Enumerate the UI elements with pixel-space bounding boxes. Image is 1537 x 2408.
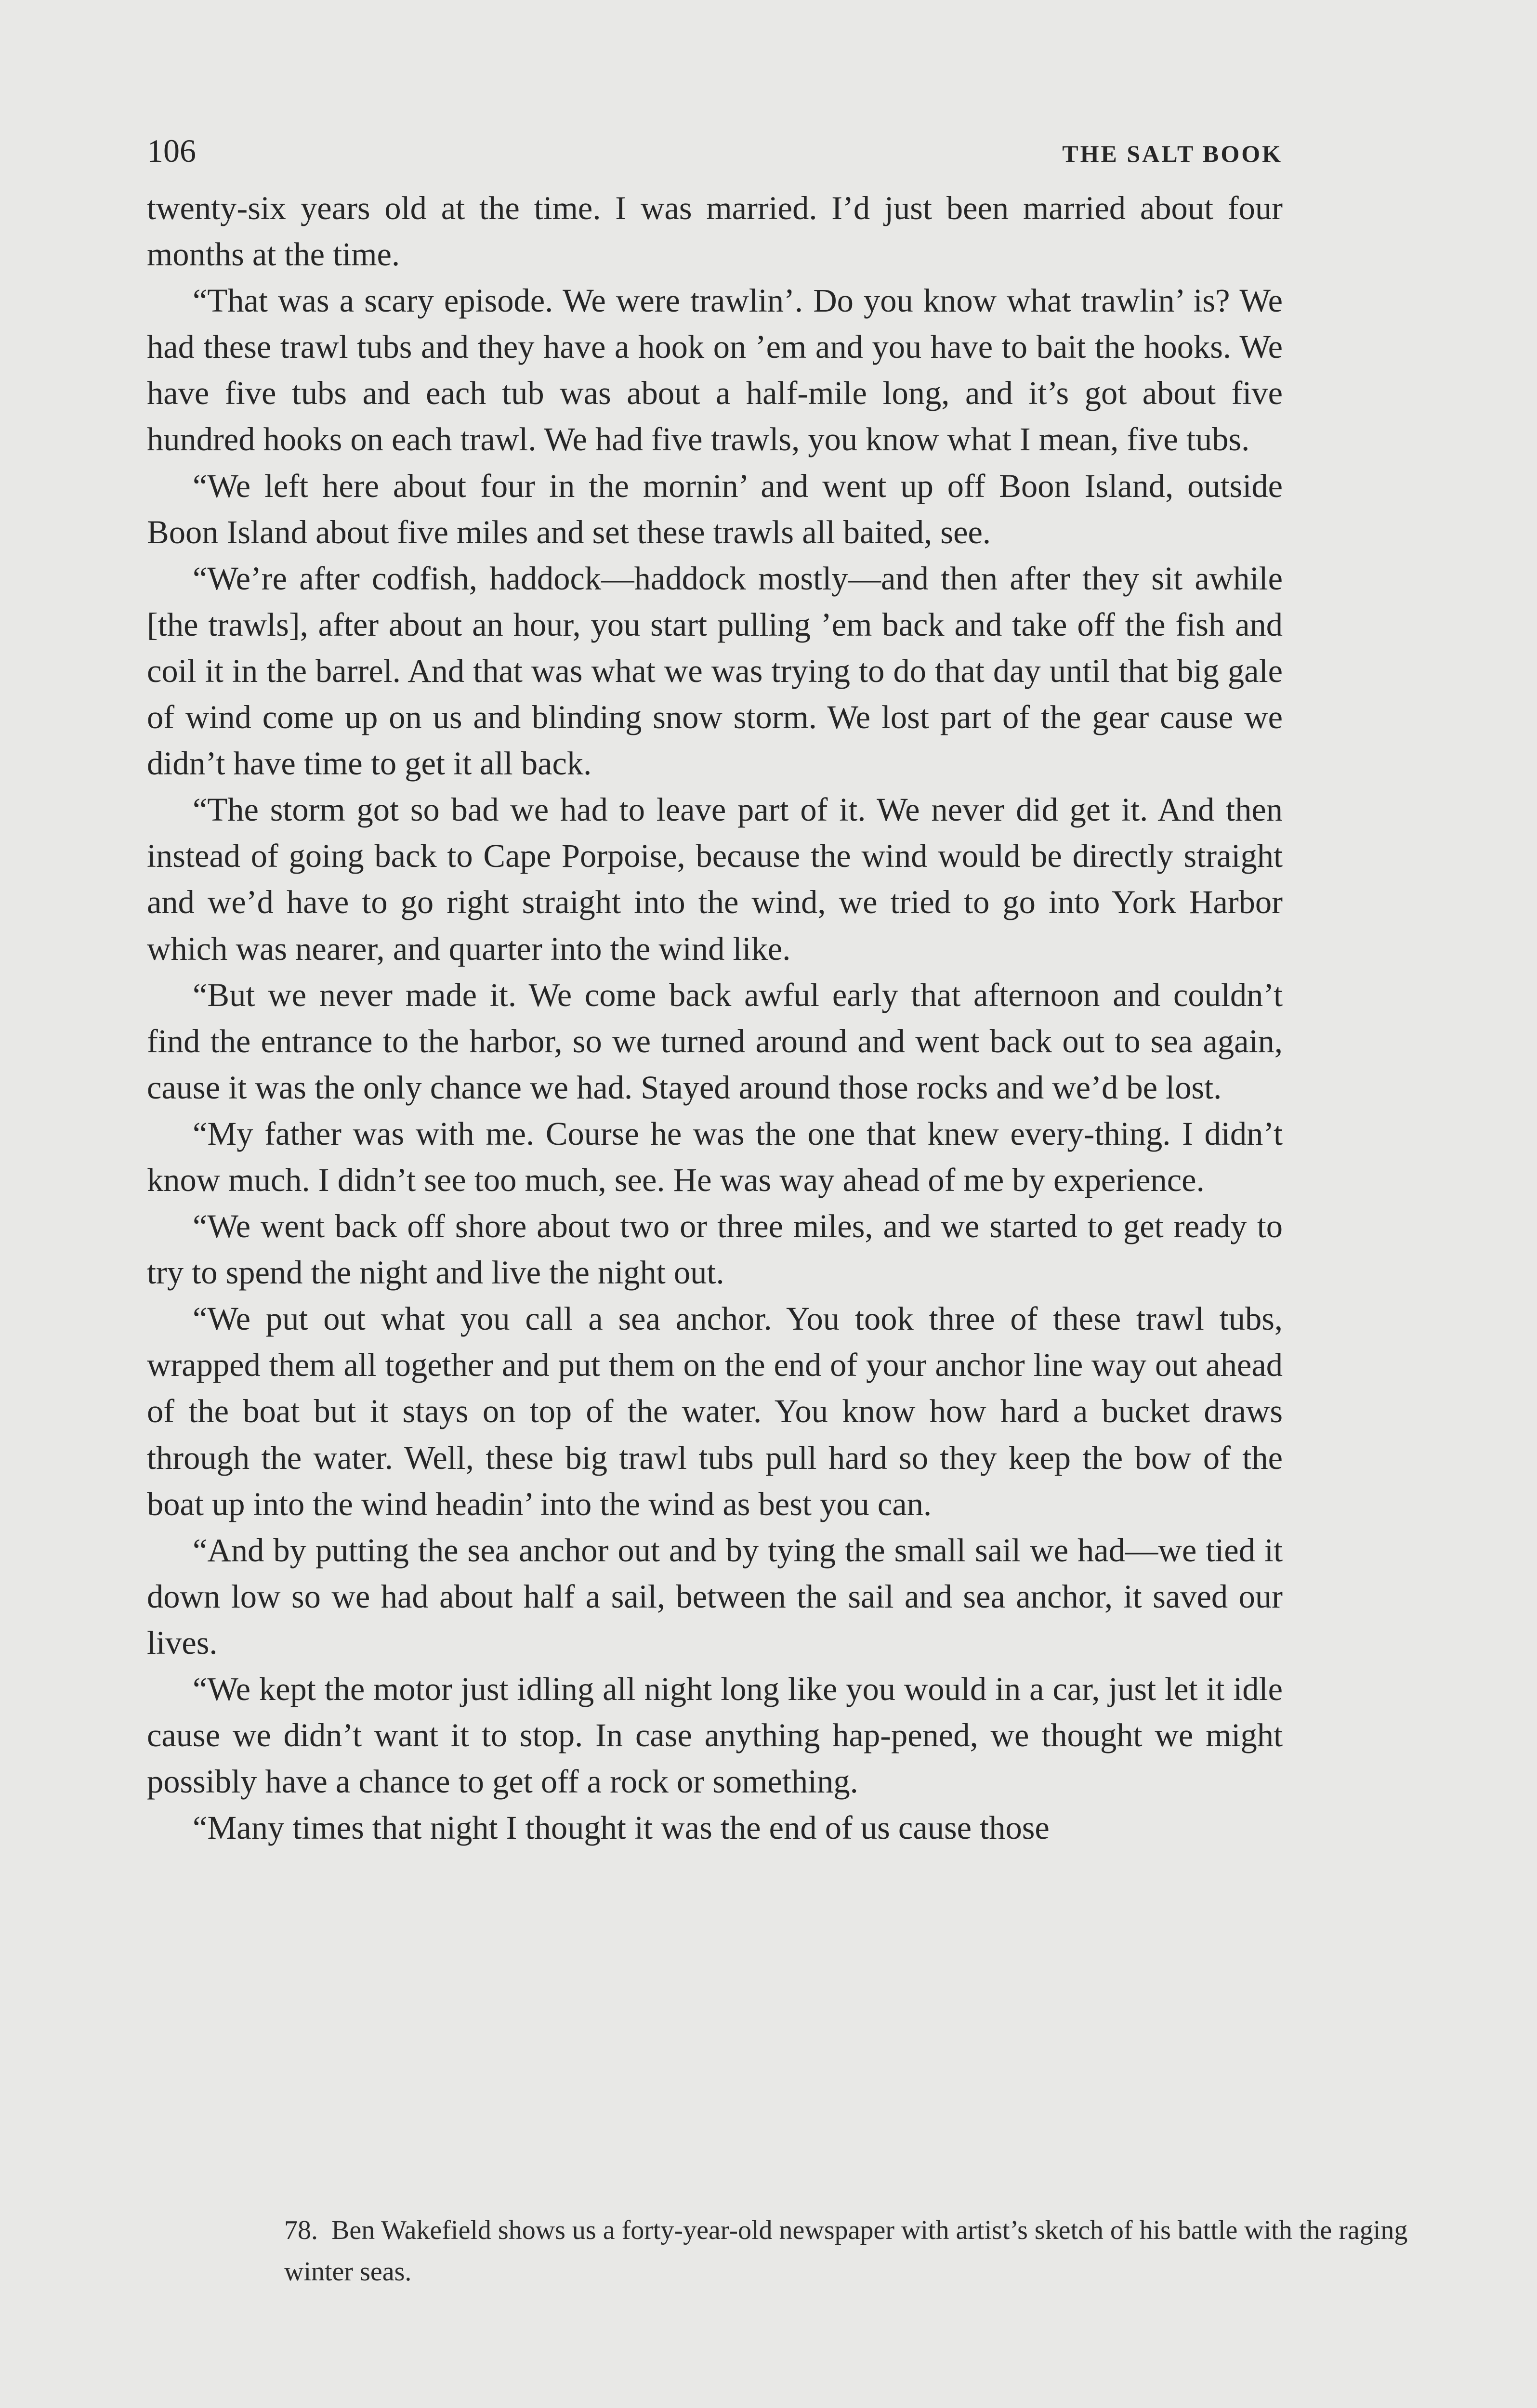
paragraph: “But we never made it. We come back awful early that afternoon and couldn’t find the entrance to the harbor, so we turned around and went back out to sea again, cause it was the only chance we had. Stayed around those rocks and we’d be lost. [147, 976, 1283, 1106]
paragraph: “We went back off shore about two or three miles, and we started to get ready to try to spend the night and live the night out. [147, 1208, 1283, 1291]
caption-number: 78. [284, 2215, 318, 2245]
figure-caption [284, 2210, 1421, 2292]
paragraph: “That was a scary episode. We were trawlin’. Do you know what trawlin’ is? We had these trawl tubs and they have a hook on ’em and you have to bait the hooks. We have five tubs and each tub was about a half-mile long, and it’s got about five hundred hooks on each trawl. We had five trawls, you know what I mean, five tubs. [147, 282, 1283, 458]
page-number: 106 [147, 132, 196, 169]
body-text [147, 185, 1283, 1851]
paragraph: “We put out what you call a sea anchor. You took three of these trawl tubs, wrapped them all together and put them on the end of your anchor line way out ahead of the boat but it stays on top of the water. You know how hard a bucket draws through the water. Well, these big trawl tubs pull hard so they keep the bow of the boat up into the wind headin’ into the wind as best you can. [147, 1300, 1283, 1522]
paragraph: “And by putting the sea anchor out and by tying the small sail we had—we tied it down low so we had about half a sail, between the sail and sea anchor, it saved our lives. [147, 1531, 1283, 1661]
paragraph: “We left here about four in the mornin’ and went up off Boon Island, outside Boon Island about five miles and set these trawls all baited, see. [147, 467, 1283, 550]
paragraph: “We kept the motor just idling all night long like you would in a car, just let it idle cause we didn’t want it to stop. In case anything hap-pened, we thought we might possibly have a chance to get off a rock or something. [147, 1671, 1283, 1800]
paragraph: “My father was with me. Course he was the one that knew every-thing. I didn’t know much. I didn’t see too much, see. He was way ahead of me by experience. [147, 1115, 1283, 1198]
paragraph: “The storm got so bad we had to leave part of it. We never did get it. And then instead of going back to Cape Porpoise, because the wind would be directly straight and we’d have to go right straight into the wind, we tried to go into York Harbor which was nearer, and quarter into the wind like. [147, 791, 1283, 967]
paragraph: “We’re after codfish, haddock—haddock mostly—and then after they sit awhile [the trawls], after about an hour, you start pulling ’em back and take off the fish and coil it in the barrel. And that was what we was trying to do that day until that big gale of wind come up on us and blinding snow storm. We lost part of the gear cause we didn’t have time to get it all back. [147, 560, 1283, 782]
page-header [147, 129, 1283, 172]
paragraph: “Many times that night I thought it was the end of us cause those [193, 1809, 1050, 1846]
caption-text: Ben Wakefield shows us a forty-year-old newspaper with artist’s sketch of his battle with the raging winter seas. [284, 2215, 1408, 2287]
paragraph: twenty-six years old at the time. I was married. I’d just been married about four months at the time. [147, 190, 1283, 273]
running-head: THE SALT BOOK [1062, 140, 1283, 167]
